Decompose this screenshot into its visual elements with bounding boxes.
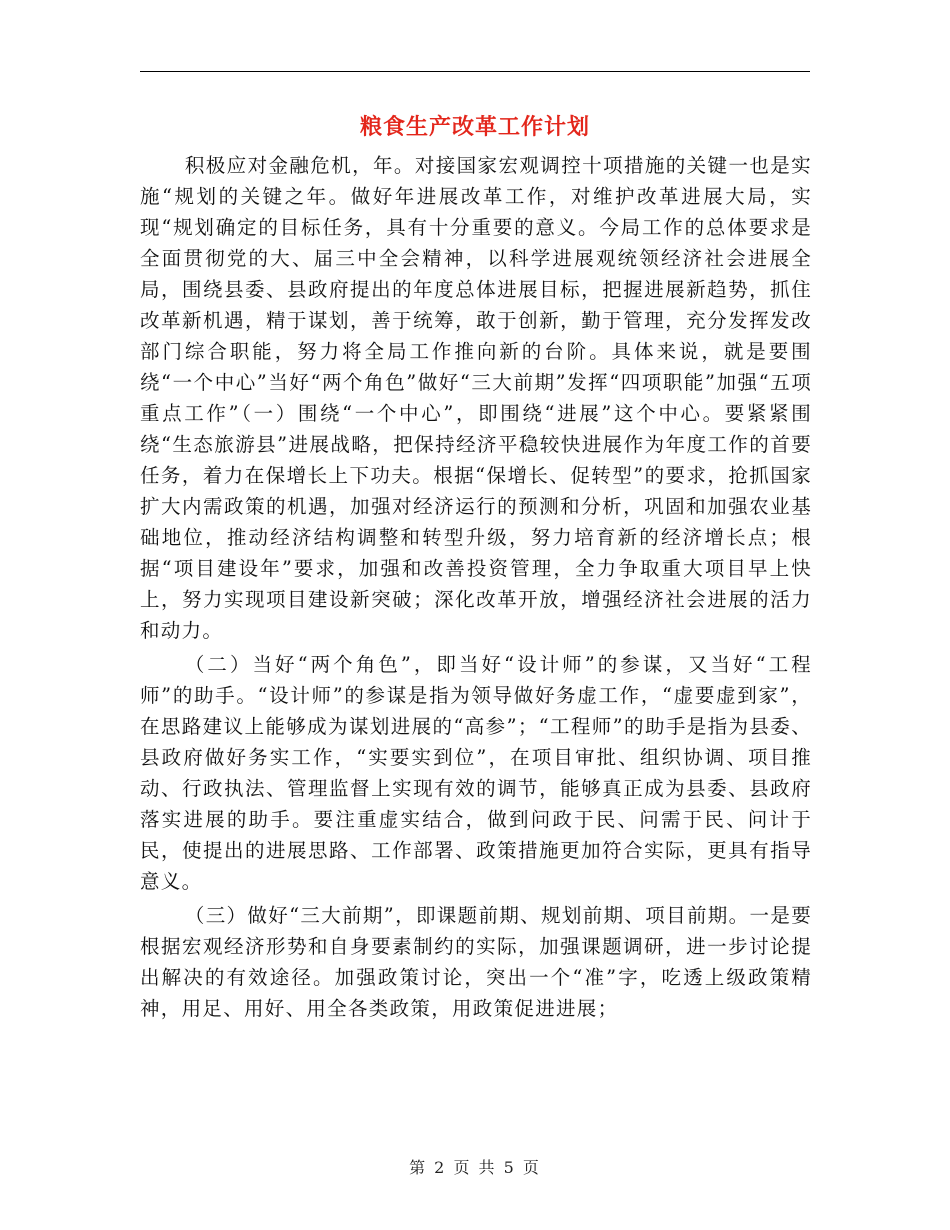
header-rule [140, 71, 810, 72]
paragraph-3: （三）做好“三大前期”，即课题前期、规划前期、项目前期。一是要根据宏观经济形势和自身要素制约的实际，加强课题调研，进一步讨论提出解决的有效途径。加强政策讨论，突出一个“准”字，吃透上级政策精神，用足、用好、用全各类政策，用政策促进进展； [140, 904, 812, 1020]
paragraph-1: 积极应对金融危机，年。对接国家宏观调控十项措施的关键一也是实施“规划的关键之年。做好年进展改革工作，对维护改革进展大局，实现“规划确定的目标任务，具有十分重要的意义。今局工作的总体要求是全面贯彻党的大、届三中全会精神，以科学进展观统领经济社会进展全局，围绕县委、县政府提出的年度总体进展目标，把握进展新趋势，抓住改革新机遇，精于谋划，善于统筹，敢于创新，勤于管理，充分发挥发改部门综合职能，努力将全局工作推向新的台阶。具体来说，就是要围绕“一个中心”当好“两个角色”做好“三大前期”发挥“四项职能”加强“五项重点工作”（一）围绕“一个中心”，即围绕“进展”这个中心。要紧紧围绕“生态旅游县”进展战略，把保持经济平稳较快进展作为年度工作的首要任务，着力在保增长上下功夫。根据“保增长、促转型”的要求，抢抓国家扩大内需政策的机遇，加强对经济运行的预测和分析，巩固和加强农业基础地位，推动经济结构调整和转型升级，努力培育新的经济增长点；根据“项目建设年”要求，加强和改善投资管理，全力争取重大项目早上快上，努力实现项目建设新突破；深化改革开放，增强经济社会进展的活力和动力。 [140, 154, 812, 642]
paragraph-2: （二）当好“两个角色”，即当好“设计师”的参谋，又当好“工程师”的助手。“设计师”的参谋是指为领导做好务虚工作，“虚要虚到家”，在思路建议上能够成为谋划进展的“高参”；“工程师”的助手是指为县委、县政府做好务实工作，“实要实到位”，在项目审批、组织协调、项目推动、行政执法、管理监督上实现有效的调节，能够真正成为县委、县政府落实进展的助手。要注重虚实结合，做到问政于民、问需于民、问计于民，使提出的进展思路、工作部署、政策措施更加符合实际，更具有指导意义。 [140, 653, 812, 893]
document-title: 粮食生产改革工作计划 [359, 114, 590, 140]
page-number: 第 2 页 共 5 页 [409, 1158, 541, 1177]
document-body [140, 150, 812, 1027]
